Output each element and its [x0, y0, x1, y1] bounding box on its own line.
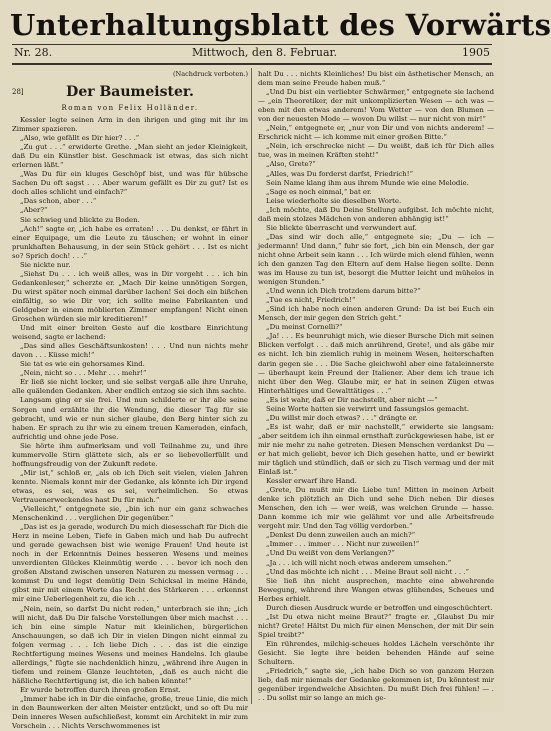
- paragraph: „Sind ich habe noch einen anderen Grund: Da ist bei Euch ein Mensch, der mir gegen den Strich geht.“: [258, 305, 494, 323]
- paragraph: „Und Du bist ein verliebter Schwärmer,“ entgegnete sie lachend — „ein Theoretiker, der mit unkomplizierten Wesen — ach was — eben mit den etwas anderem! Vom Wetter — von den Blumen — von der neuesten Mode — wovon Du willst — nur nicht von mir!“: [258, 88, 494, 124]
- paragraph: „Nein, nicht so . . . Mehr . . . mehr!“: [20, 369, 147, 378]
- paragraph: „Immer habe ich in Dir die einfache, große, treue Linie, die mich in den Baumwerken der alten Meister entzückt, und so oft Du mir Dein inneres Wesen aufschließest, kommt ein Architekt in mir zum Vorschein . . . Nichts Verschwommenes ist: [12, 695, 248, 731]
- paragraph: „Ja . . . ich will nicht noch etwas anderem umsehen.“: [266, 558, 452, 567]
- issue-info-line: [14, 46, 490, 62]
- paragraph: „Das sind alles Geschäftsunkosten! . . . Und nun nichts mehr davon . . . Küsse mich!“: [12, 342, 248, 360]
- reprint-note: (Nachdruck verboten.): [173, 70, 248, 78]
- paragraph: Sie hörte ihm aufmerksam und voll Teilnahme zu, und ihre kummervolle Stirn glättete sich, als er so liebevollerfüllt und hoffnungsfreudig von der Zukunft redete.: [12, 441, 248, 468]
- paragraph: „Nein, nein, so darfst Du nicht reden,“ unterbrach sie ihn; „ich will nicht, daß Du Dir falsche Vorstellungen über mich machst . . . ich bin eine simple Natur mit kleinlichen, bürgerlichen Anschauungen, so daß ich Dir in vielen Dingen nicht einmal zu folgen vermag . . . Ich liebe Dich . . . das ist die einzige Rechtfertigung meines Wesens und meines Handelns. Ich glaube allerdings,“ fügte sie nachdenklich hinzu, „während ihre Augen in tiefem und reinem Glanze leuchteten, „daß es auch nicht die häßliche Rechtfertigung ist, die ich haben könnte!“: [12, 604, 248, 685]
- paragraph: „Immer . . . immer . . . Nicht nur zuweilen!“: [266, 540, 420, 549]
- right-column-body: [258, 70, 494, 703]
- paragraph: „Alles, was Du forderst darfst, Friedrich!“: [266, 169, 414, 178]
- paragraph: „Es ist wahr, daß er mir nachstellt,“ erwiderte sie langsam: „aber seitdem ich ihn einmal ernsthaft zurückgewiesen habe, ist er mir nie mehr zu nahe getreten. Diesen Menschen verdankst Du — er hat mich geliebt, bevor ich Dich gesehen hatte, und er bewirkt mir täglich und stündlich, daß er sich zu Tisch vermag und der mit Einlaß ist.“: [258, 422, 494, 477]
- paragraph: halt Du . . . nichts Kleinliches! Du bist ein ästhetischer Mensch, an dem man seine Freude haben muß.“: [258, 70, 494, 88]
- paragraph: Und mit einer breiten Geste auf die kostbare Einrichtung weisend, sagte er lachend:: [12, 324, 248, 342]
- paragraph: „Also, wie gefällt es Dir hier? . . .“: [20, 134, 140, 143]
- paragraph: „Denkst Du denn zuweilen auch an mich?“: [266, 531, 416, 540]
- paragraph: „Vielleicht,“ entgegnete sie, „bin ich nur ein ganz schwaches Menschenkind . . . verglichen Dir gegenüber.“: [12, 505, 248, 523]
- paragraph: „Ist Du etwa nicht meine Braut?“ fragte er. „Glaubst Du mir nicht? Grete! Hältst Du mich für einen Menschen, der mit Dir sein Spiel treibt?“: [258, 612, 494, 639]
- left-column: [12, 70, 248, 731]
- article-title: Der Baumeister.: [66, 84, 194, 100]
- paragraph: Er ließ sie nicht locker, und sie selbst vergaß alle ihre Unruhe, alle quälenden Gedanken. Aber endlich entzog sie sich ihm sachte.: [12, 378, 248, 396]
- article-heading: [12, 83, 248, 101]
- paragraph: Leise wiederholte sie dieselben Worte.: [266, 196, 402, 205]
- paragraph: Kessler erwarf ihre Hand.: [266, 477, 357, 486]
- paragraph: „Ach!“ sagte er, „ich habe es erraten! . . . Du denkst, er fährt in einer Equipage, um die Leute zu täuschen; er wohnt in einer prunkhaften Behausung, in der sein Stück gehört . . . Ist es nicht so? Sprich doch! . . .“: [12, 224, 248, 260]
- right-column: [258, 70, 494, 704]
- paragraph: „Grete, Du mußt mir die Liebe tun! Mitten in meinen Arbeit denke ich plötzlich an Dich und sehe Dich neben Dir dieses Menschen, den ich — wer weiß, was welchen Grunde — hasse. Dann komme ich mir wie gelähmt vor und alle Arbeitsfreude vergeht mir. Und den Tag völlig verdorben.“: [258, 486, 494, 531]
- paragraph: „Und das möchte ich nicht . . . Meine Braut soll nicht . . .“: [266, 567, 469, 576]
- paragraph: „Ich möchte, daß Du Deine Stellung aufgibst. Ich möchte nicht, daß mein stolzes Mädchen von anderen abhängig ist!“: [258, 205, 494, 223]
- paragraph: Kessler legte seinen Arm in den ihrigen und ging mit ihr im Zimmer spazieren.: [12, 116, 248, 134]
- paragraph: Langsam ging er sie frei. Und nun schilderte er ihr alle seine Sorgen und erzählte ihr die Wendung, die dieser Tag für sie gebracht, und wie er nun sicher glaube, den Berg hinter sich zu haben. Er sprach zu ihr wie zu einem treuen Kameraden, einfach, aufrichtig und ohne jede Pose.: [12, 396, 248, 441]
- paragraph: „Und Du weißt von dem Verlangen?“: [266, 549, 395, 558]
- paragraph: Seine Worte hatten sie verwirrt und fassungslos gemacht.: [266, 404, 470, 413]
- paragraph: Sein Name klang ihm aus ihrem Munde wie eine Melodie.: [266, 178, 469, 187]
- paragraph: „Aber?“: [20, 206, 48, 215]
- paragraph: „Tue es nicht, Friedrich!“: [266, 296, 356, 305]
- paragraph: „Friedrich,“ sagte sie, „ich habe Dich so von ganzem Herzen lieb, daß mir niemals der Gedanke gekommen ist, Du könntest mir gegenüber irgendwelche Absichten. Du mußt Dich frei fühlen! — . . . Du sollst mir so lange an mich ge-: [258, 667, 494, 703]
- paragraph: „Es ist wahr, daß er Dir nachstellt, aber nicht —“: [266, 395, 438, 404]
- paragraph: „Nein, ich erschrecke nicht — Du weißt, daß ich für Dich alles tue, was in meinen Kräften steht!“: [258, 142, 494, 160]
- article-number: 28]: [12, 88, 24, 96]
- paragraph: „Nein,“ entgegnete er, „nur von Dir und von nichts anderem! — Erschrick nicht — ich komme mit einer großen Bitte.“: [258, 124, 494, 142]
- column-divider: [251, 68, 252, 704]
- paragraph: Durch diesen Ausdruck wurde er betroffen und eingeschüchtert.: [266, 603, 493, 612]
- masthead-divider: [12, 44, 492, 45]
- left-column-body: [12, 116, 248, 731]
- paragraph: Sie tat es wie ein gehorsames Kind.: [20, 360, 145, 369]
- paragraph: „Also, Grete?“: [266, 160, 316, 169]
- issue-number: Nr. 28.: [14, 46, 53, 59]
- paragraph: „Du meinst Cornelli?“: [266, 323, 343, 332]
- paragraph: Sie nickte nur.: [20, 260, 71, 269]
- issue-year: 1905: [462, 46, 490, 59]
- paragraph: „Das schon, aber . . .“: [20, 197, 97, 206]
- paragraph: „Das ist es ja gerade, wodurch Du mich diesesschaft für Dich die Herz in meine Leben, Tiefe in Gaben mich und hab Du aufrecht und gerade gewachsen bist wie wenige Frauen! Und heute ist noch in der Erkenntnis Deines besseren Wesens und meines unverdienten Glückes Kleinmütig werde . . . bevor ich noch den großen Abstand zwischen unseren Naturen zu messen vermag . . . kommst Du und legst demütig Dein Schicksal in meine Hände, gibst mir mit einem Worte das Recht des Stärkeren . . . erkennst mir eine Ueberlegenheit zu, die ich . . .: [12, 523, 248, 604]
- paragraph: Sie ließ ihn nicht ausprechen, machte eine abwehrende Bewegung, während ihre Wangen etwas glühendes, Scheues und Herbes erhielt.: [258, 576, 494, 603]
- paragraph: „Was Du für ein kluges Geschöpf bist, und was für hübsche Sachen Du oft sagst . . . Aber warum gefällt es Dir zu gut? Ist es doch alles schlicht und einfach?“: [12, 170, 248, 197]
- masthead-title: Unterhaltungsblatt des Vorwärts: [10, 8, 551, 42]
- article-byline: Roman von Felix Holländer.: [61, 104, 199, 112]
- paragraph: „Ja! . . . Es beunruhigt mich, wie dieser Bursche Dich mit seinen Blicken verfolgt . . . daß mich anrührend, Grete!, und als gäbe mir es nicht. Ich bin ziemlich ruhig in meinem Wesen, heiterschaften darin gegen sie . . . Die Sache gleichwohl aber eine fataleinnerste — überhaupt kein Freund der Italiener. Aber dem ich traue ich nicht über den Weg. Glaube mir, er hat in seinen Zügen etwas Hinterhältiges und Gewalttätiges . . .“: [258, 332, 494, 395]
- paragraph: „Du willst mir doch etwas? . . .“ drängte er.: [266, 413, 418, 422]
- paragraph: „Sage es noch einmal,“ bat er.: [266, 187, 372, 196]
- paragraph: Ein rührendes, milchig-scheues holdes Lächeln verschönte ihr Gesicht. Sie legte ihre beiden behenden Hände auf seine Schultern.: [258, 639, 494, 667]
- paragraph: „Das sind wir doch alle,“ entgegnete sie; „Du — ich — jedermann! Und dann,“ fuhr sie fort, „ich bin ein Mensch, der gar nicht ohne Arbeit sein kann . . . Ich würde mich elend fühlen, wenn ich den ganzen Tag den Eltern auf dem Halse liegen sollte. Denn was im Hause zu tun ist, besorgt die Mutter leicht und mühelos in wenigen Stunden.“: [258, 232, 494, 287]
- issue-date: Mittwoch, den 8. Februar.: [192, 46, 338, 59]
- header-divider: [12, 63, 492, 65]
- paragraph: „Und wenn ich Dich trotzdem darum bitte?“: [266, 287, 421, 296]
- paragraph: „Zu gut . . .“ erwiderte Grethe. „Man sieht an jeder Kleinigkeit, daß Du ein Künstler bist. Geschmack ist etwas, das sich nicht erlernen läßt.“: [12, 143, 248, 170]
- paragraph: „Mir ist,“ schloß er, „als ob ich Dich seit vielen, vielen Jahren kennte. Niemals konnt mir der Gedanke, als könnte ich Dir irgend etwas, es sei, was es sei, verheimlichen. So etwas Vertrauenerweckendes hast Du für mich.“: [12, 468, 248, 504]
- paragraph: „Siehst Du . . . ich weiß alles, was in Dir vorgeht . . . ich bin Gedankenleser,“ scherzte er. „Mach Dir keine unnötigen Sorgen, Du wirst später noch einmal darüber lachen! Sei doch ein bißchen einfältig, so wie Dir vor, ich sollte meine Fabrikanten und Geldgeber in einem möblierten Zimmer empfangen! Nicht einen Groschen würden sie mir kreditieren!“: [12, 269, 248, 324]
- paragraph: Sie blickte überrascht und verwundert auf.: [266, 223, 417, 232]
- paragraph: Er wurde betroffen durch ihren großen Ernst.: [20, 685, 181, 694]
- paragraph: Sie schwieg und blickte zu Boden.: [20, 215, 140, 224]
